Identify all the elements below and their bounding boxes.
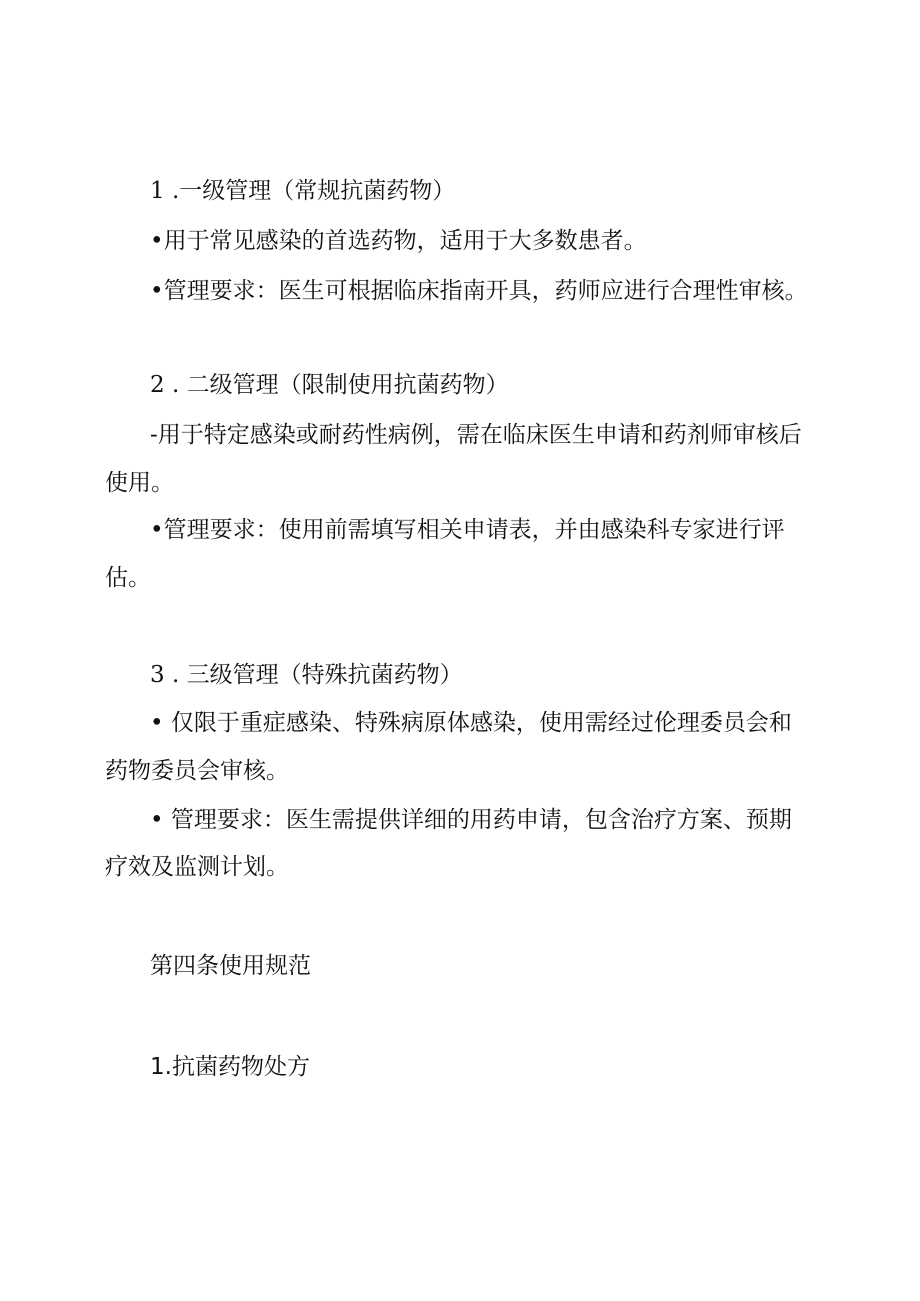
section-2-item-2-cont: 估。 (105, 565, 151, 591)
section-3-item-1-cont: 药物委员会审核。 (105, 758, 289, 784)
subheading: 1.抗菌药物处方 (150, 1054, 310, 1080)
section-2-item-2: •管理要求：使用前需填写相关申请表，并由感染科专家进行评 (150, 517, 785, 543)
section-2-item-1-cont: 使用。 (105, 470, 174, 496)
section-3-title: 3 . 三级管理（特殊抗菌药物） (150, 662, 463, 688)
article-heading: 第四条使用规范 (150, 953, 311, 979)
section-2-title: 2 . 二级管理（限制使用抗菌药物） (150, 372, 509, 398)
section-1-title: 1 .一级管理（常规抗菌药物） (150, 178, 456, 204)
section-2-item-1: -用于特定感染或耐药性病例，需在临床医生申请和药剂师审核后 (150, 422, 802, 448)
section-1-item-2: •管理要求：医生可根据临床指南开具，药师应进行合理性审核。 (150, 278, 808, 304)
section-3-item-1: • 仅限于重症感染、特殊病原体感染，使用需经过伦理委员会和 (150, 710, 792, 736)
section-1-item-1: •用于常见感染的首选药物，适用于大多数患者。 (150, 228, 647, 254)
section-3-item-2: • 管理要求：医生需提供详细的用药申请，包含治疗方案、预期 (150, 807, 792, 833)
section-3-item-2-cont: 疗效及监测计划。 (105, 854, 289, 880)
